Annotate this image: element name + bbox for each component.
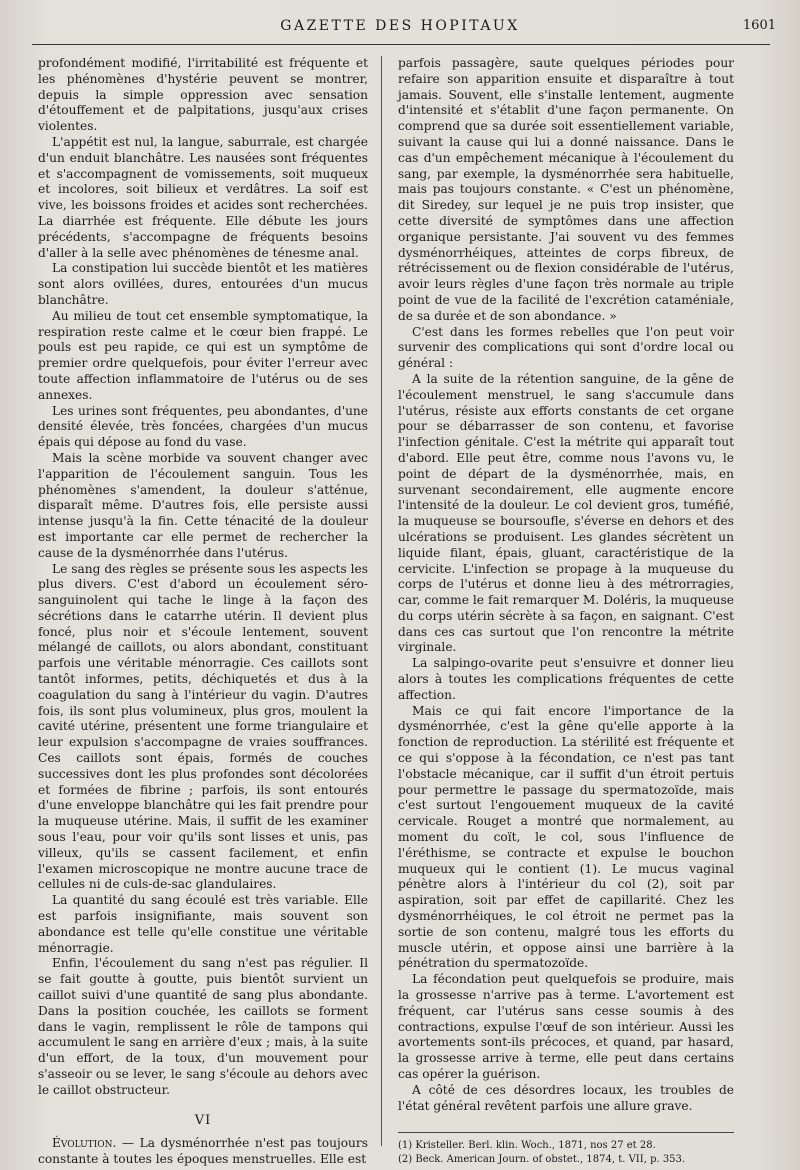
paragraph: La constipation lui succède bientôt et les matières sont alors ovillées, dures, entourées d'un mucus blanchâtre. <box>38 261 368 307</box>
page-number: 1601 <box>742 18 776 33</box>
section-text: — La dysménorrhée n'est pas toujours constante à toutes les époques menstruelles. Elle est <box>38 1136 368 1167</box>
paragraph: Enfin, l'écoulement du sang n'est pas régulier. Il se fait goutte à goutte, puis bientôt survient un caillot suivi d'une quantité de sang plus abondante. Dans la position couchée, les caillots se forment dans le vagin, remplissent le rôle de tampons qui accumulent le sang en arrière d'eux ; mais, à la suite d'un effort, de la toux, d'un mouvement pour s'asseoir ou se lever, le sang s'écoule au dehors avec le caillot obstructeur. <box>38 956 368 1097</box>
paragraph: La fécondation peut quelquefois se produire, mais la grossesse n'arrive pas à terme. L'avortement est fréquent, car l'utérus sans cesse soumis à des contractions, expulse l'œuf de son intérieur. Aussi les avortements sont-ils précoces, et quand, par hasard, la grossesse arrive à terme, elle peut dans certains cas opérer la guérison. <box>398 972 734 1081</box>
paragraph: C'est dans les formes rebelles que l'on peut voir survenir des complications qui sont d'ordre local ou général : <box>398 324 734 371</box>
paragraph: Les urines sont fréquentes, peu abondantes, d'une densité élevée, très foncées, chargées d'un mucus épais qui dépose au fond du vase. <box>38 403 368 450</box>
paragraph: A côté de ces désordres locaux, les troubles de l'état général revêtent parfois une allure grave. <box>398 1082 734 1113</box>
paragraph: La salpingo-ovarite peut s'ensuivre et donner lieu alors à toutes les complications fréquentes de cette affection. <box>398 656 734 702</box>
paragraph: La quantité du sang écoulé est très variable. Elle est parfois insignifiante, mais souvent son abondance est telle qu'elle constitue une véritable ménorragie. <box>38 893 368 955</box>
section-paragraph <box>38 1136 368 1168</box>
left-column <box>38 56 368 1168</box>
paragraph: Mais la scène morbide va souvent changer avec l'apparition de l'écoulement sanguin. Tous les phénomènes s'amendent, la douleur s'atténue, disparaît même. D'autres fois, elle persiste aussi intense jusqu'à la fin. Cette ténacité de la douleur est importante car elle permet de rechercher la cause de la dysménorrhée dans l'utérus. <box>38 450 368 560</box>
paragraph: parfois passagère, saute quelques périodes pour refaire son apparition ensuite et disparaître à tout jamais. Souvent, elle s'installe lentement, augmente d'intensité et s'établit d'une façon permanente. On comprend que sa durée soit essentiellement variable, suivant la cause qui lui a donné naissance. Dans le cas d'un empêchement mécanique à l'écoulement du sang, par exemple, la dysménorrhée sera habituelle, mais pas toujours constante. « C'est un phénomène, dit Siredey, sur lequel je ne puis trop insister, que cette diversité de symptômes dans une affection organique persistante. J'ai souvent vu des femmes dysménorrhéiques, atteintes de corps fibreux, de rétrécissement ou de flexion considérable de l'utérus, avoir leurs règles d'une façon très normale au triple point de vue de la facilité de l'excrétion cataméniale, de sa durée et de son abondance. » <box>398 56 734 323</box>
section-number: VI <box>194 1112 212 1128</box>
paragraph: L'appétit est nul, la langue, saburrale, est chargée d'un enduit blanchâtre. Les nausées sont fréquentes et s'accompagnent de vomissements, soit muqueux et incolores, soit bilieux et verdâtres. La soif est vive, les boissons froides et acides sont recherchées. La diarrhée est fréquente. Elle débute les jours précédents, s'accompagne de fréquents besoins d'aller à la selle avec phénomènes de ténesme anal. <box>38 134 368 260</box>
footnote-rule <box>398 1132 734 1133</box>
paragraph: Le sang des règles se présente sous les aspects les plus divers. C'est d'abord un écoulement séro-sanguinolent qui tache le linge à la façon des sécrétions dans le catarrhe utérin. Il devient plus foncé, plus noir et s'écoule lentement, souvent mélangé de caillots, ou alors abondant, constituant parfois une véritable ménorragie. Ces caillots sont tantôt informes, petits, déchiquetés et dus à la coagulation du sang à l'intérieur du vagin. D'autres fois, ils sont plus volumineux, plus gros, moulent la cavité utérine, présentent une forme triangulaire et leur expulsion s'accompagne de vraies souffrances. Ces caillots sont épais, formés de couches successives dont les plus profondes sont décolorées et formées de fibrine ; parfois, ils sont entourés d'une enveloppe blanchâtre qui les fait prendre pour la muqueuse utérine. Mais, il suffit de les examiner sous l'eau, pour voir qu'ils sont lisses et unis, pas villeux, qu'ils se cassent facilement, et enfin l'examen microscopique ne montre aucune trace de cellules ni de culs-de-sac glandulaires. <box>38 561 368 892</box>
footnote: (1) Kristeller. Berl. klin. Woch., 1871, nos 27 et 28. <box>398 1140 656 1152</box>
paragraph: Mais ce qui fait encore l'importance de la dysménorrhée, c'est la gêne qu'elle apporte à la fonction de reproduction. La stérilité est fréquente et ce qui s'oppose à la fécondation, ce n'est pas tant l'obstacle mécanique, car il suffit d'un étroit pertuis pour permettre le passage du spermatozoïde, mais c'est surtout l'engouement muqueux de la cavité cervicale. Rouget a montré que normalement, au moment du coït, le col, sous l'influence de l'éréthisme, se contracte et expulse le bouchon muqueux qui le contient (1). Le mucus vaginal pénètre alors à l'intérieur du col (2), soit par aspiration, soit par effet de capillarité. Chez les dysménorrhéiques, le col étroit ne permet pas la sortie de son contenu, malgré tous les efforts du muscle utérin, et oppose ainsi une barrière à la pénétration du spermatozoïde. <box>398 703 734 971</box>
page-header <box>0 14 800 38</box>
paragraph: A la suite de la rétention sanguine, de la gêne de l'écoulement menstruel, le sang s'accumule dans l'utérus, résiste aux efforts constants de cet organe pour se débarrasser de son contenu, et favorise l'infection génitale. C'est la métrite qui apparaît tout d'abord. Elle peut être, comme nous l'avons vu, le point de départ de la dysménorrhée, mais, en survenant secondairement, elle augmente encore l'intensité de la douleur. Le col devient gros, tuméfié, la muqueuse se boursoufle, s'éverse en dehors et des ulcérations se produisent. Les glandes sécrètent un liquide filant, épais, gluant, caractéristique de la cervicite. L'infection se propage à la muqueuse du corps de l'utérus et donne lieu à des métrorragies, car, comme le fait remarquer M. Doléris, la muqueuse du corps utérin sécrète à sa façon, en saignant. C'est dans ces cas surtout que l'on rencontre la métrite virginale. <box>398 371 734 655</box>
right-column <box>398 56 734 1167</box>
footnote: (2) Beck. American Journ. of obstet., 1874, t. VII, p. 353. <box>398 1154 686 1166</box>
journal-title: GAZETTE DES HOPITAUX <box>280 18 520 34</box>
paragraph: Au milieu de tout cet ensemble symptomatique, la respiration reste calme et le cœur bien frappé. Le pouls est peu rapide, ce qui est un symptôme de premier ordre quelquefois, pour éviter l'erreur avec toute affection inflammatoire de l'utérus ou de ses annexes. <box>38 308 368 402</box>
column-divider <box>381 56 382 1146</box>
paragraph: profondément modifié, l'irritabilité est fréquente et les phénomènes d'hystérie peuvent se montrer, depuis la simple oppression avec sensation d'étouffement et de palpitations, jusqu'aux crises violentes. <box>38 56 368 134</box>
header-rule <box>32 44 770 45</box>
section-lead: Évolution. <box>52 1136 117 1151</box>
